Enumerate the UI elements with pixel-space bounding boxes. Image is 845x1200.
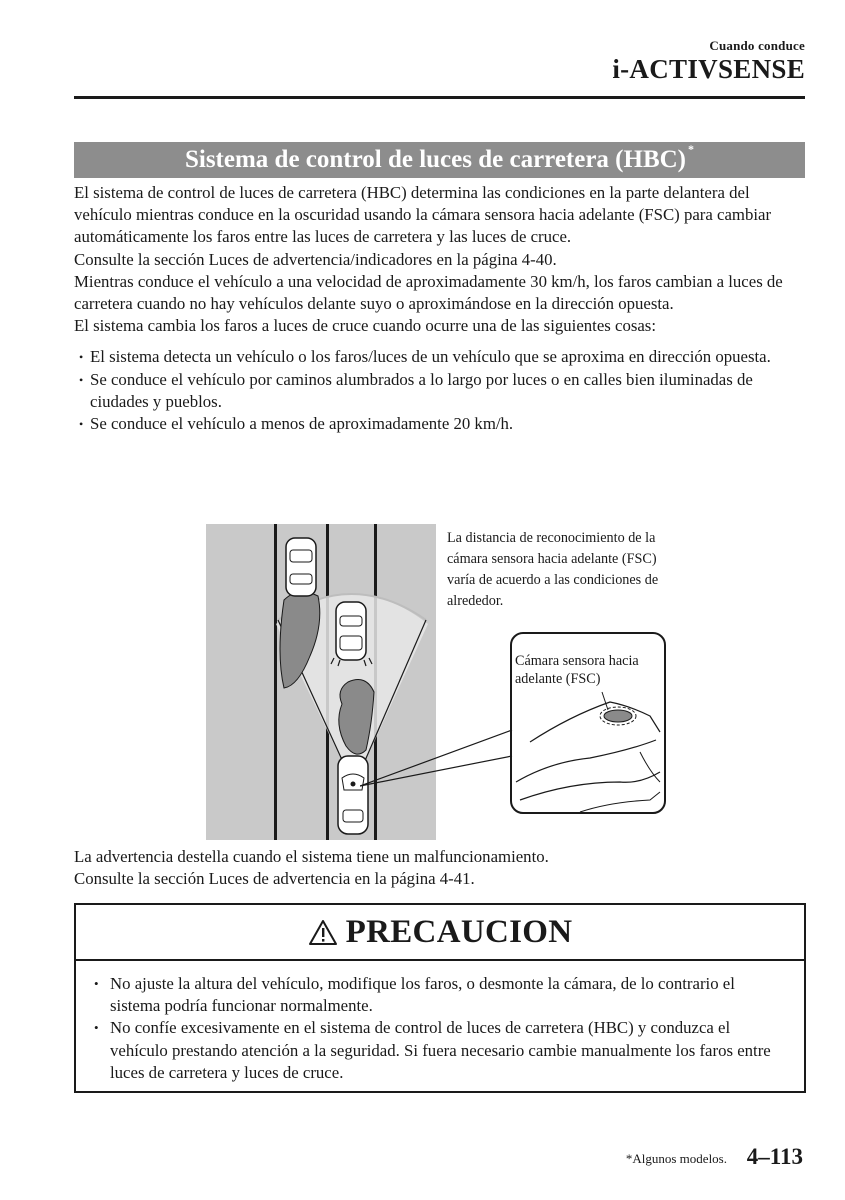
condition-list <box>74 346 809 435</box>
road-illustration <box>206 524 436 840</box>
warning-paragraph: La advertencia destella cuando el sistema tiene un malfuncionamiento. <box>74 847 549 866</box>
section-title <box>184 142 695 174</box>
section-title-text: Sistema de control de luces de carretera (HBC) <box>184 146 687 173</box>
header-section: Cuando conduce <box>709 38 805 53</box>
oncoming-car <box>286 538 316 596</box>
header-chapter: i-ACTIVSENSE <box>612 54 805 84</box>
caution-list <box>92 973 784 1084</box>
list-item-text: No confíe excesivamente en el sistema de control de luces de carretera (HBC) y conduzca el vehículo prestando atención a la seguridad. Si fuera necesario cambie manualmente los faros entre luces de carretera y luces de cruce. <box>110 1018 771 1082</box>
caution-header <box>76 905 804 961</box>
bullet-icon: • <box>79 350 84 365</box>
list-item <box>74 346 809 368</box>
warning-paragraph: Consulte la sección Luces de advertencia en la página 4-41. <box>74 869 475 889</box>
page-number: 4–113 <box>746 1144 803 1169</box>
range-caption: La distancia de reconocimiento de la cámara sensora hacia adelante (FSC) varía de acuerdo a las condiciones de alrededor. <box>447 530 659 609</box>
bullet-icon: • <box>94 976 99 991</box>
lane-line-left <box>274 524 277 840</box>
warning-text <box>74 846 809 890</box>
intro-paragraph: El sistema cambia los faros a luces de cruce cuando ocurre una de las siguientes cosas: <box>74 316 657 336</box>
footnote: *Algunos modelos. <box>625 1151 727 1166</box>
list-item <box>92 1017 784 1084</box>
bullet-icon: • <box>79 417 84 432</box>
header-rule <box>74 96 805 99</box>
section-title-bar <box>74 142 805 178</box>
intro-paragraph: El sistema de control de luces de carretera (HBC) determina las condiciones en la parte delantera del vehículo mientras conduce en la oscuridad usando la cámara sensora hacia adelante (FSC) para cambiar automáticamente los faros entre las luces de carretera y las luces de cruce. <box>74 183 772 247</box>
list-item <box>74 413 809 435</box>
warning-triangle-icon <box>308 919 338 946</box>
list-item-text: Se conduce el vehículo a menos de aproximadamente 20 km/h. <box>90 414 514 434</box>
caution-box <box>74 903 806 1093</box>
title-marker: * <box>688 142 695 156</box>
camera-caption: Cámara sensora hacia adelante (FSC) <box>515 653 639 687</box>
list-item-text: El sistema detecta un vehículo o los faros/luces de un vehículo que se aproxima en dirección opuesta. <box>90 347 771 367</box>
intro-text <box>74 182 809 435</box>
bullet-icon: • <box>79 372 84 387</box>
list-item-text: Se conduce el vehículo por caminos alumbrados a lo largo por luces o en calles bien iluminadas de ciudades y pueblos. <box>90 369 753 411</box>
list-item-text: No ajuste la altura del vehículo, modifique los faros, o desmonte la cámara, de lo contrario el sistema podría funcionar normalmente. <box>110 974 735 1016</box>
caution-body <box>76 961 804 1084</box>
bullet-icon: • <box>94 1020 99 1036</box>
list-item <box>92 973 784 1017</box>
intro-paragraph: Mientras conduce el vehículo a una velocidad de aproximadamente 30 km/h, los faros cambian a luces de carretera cuando no hay vehículos delante suyo o aproximándose en la dirección opuesta. <box>74 271 783 314</box>
camera-sensor-icon <box>604 710 632 722</box>
list-item <box>74 369 809 413</box>
caution-title: PRECAUCION <box>345 913 573 950</box>
callout-connector <box>360 720 520 790</box>
intro-paragraph: Consulte la sección Luces de advertencia/indicadores en la página 4-40. <box>74 249 557 269</box>
